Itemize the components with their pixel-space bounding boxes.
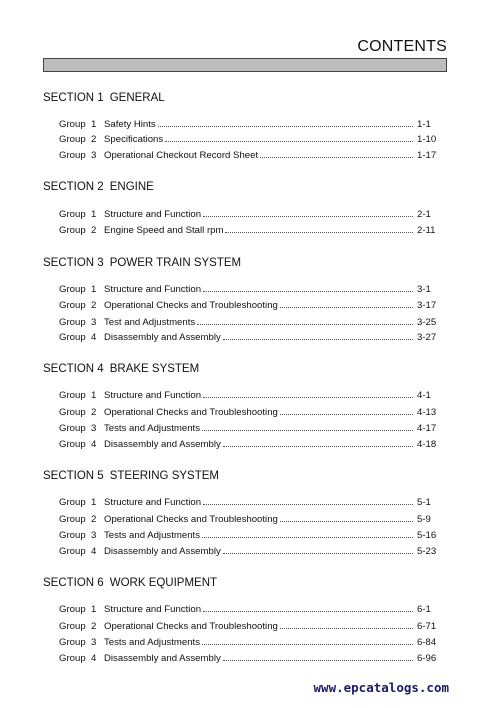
toc-entry[interactable]: Group 2 Operational Checks and Troubleshooting 3-17	[59, 300, 437, 311]
dot-leader	[260, 157, 413, 158]
toc-entry[interactable]: Group 3 Operational Checkout Record Sheet 1-17	[59, 150, 437, 161]
toc-entry[interactable]: Group 1 Safety Hints 1-1	[59, 119, 431, 130]
watermark-text: www.epcatalogs.com	[313, 680, 449, 695]
section-heading: SECTION 3 POWER TRAIN SYSTEM	[43, 257, 242, 269]
dot-leader	[197, 324, 413, 325]
page-title: CONTENTS	[357, 38, 447, 55]
toc-entry[interactable]: Group 1 Structure and Function 6-1	[59, 604, 431, 615]
title-bar	[43, 58, 447, 72]
dot-leader	[202, 430, 413, 431]
dot-leader	[165, 141, 413, 142]
toc-entry[interactable]: Group 3 Tests and Adjustments 6-84	[59, 637, 437, 648]
toc-entry[interactable]: Group 2 Specifications 1-10	[59, 134, 437, 145]
dot-leader	[203, 291, 413, 292]
dot-leader	[203, 504, 413, 505]
dot-leader	[280, 307, 413, 308]
dot-leader	[158, 126, 413, 127]
section-heading: SECTION 2 ENGINE	[43, 181, 154, 193]
dot-leader	[280, 628, 413, 629]
dot-leader	[202, 537, 413, 538]
dot-leader	[223, 446, 413, 447]
dot-leader	[202, 644, 413, 645]
dot-leader	[280, 414, 413, 415]
toc-entry[interactable]: Group 3 Test and Adjustments 3-25	[59, 317, 437, 328]
dot-leader	[280, 521, 413, 522]
toc-entry[interactable]: Group 2 Engine Speed and Stall rpm 2-11	[59, 225, 436, 236]
toc-entry[interactable]: Group 3 Tests and Adjustments 5-16	[59, 530, 437, 541]
toc-entry[interactable]: Group 3 Tests and Adjustments 4-17	[59, 423, 437, 434]
dot-leader	[225, 232, 413, 233]
toc-entry[interactable]: Group 4 Disassembly and Assembly 5-23	[59, 546, 437, 557]
dot-leader	[203, 611, 413, 612]
toc-entry[interactable]: Group 4 Disassembly and Assembly 6-96	[59, 653, 437, 664]
toc-entry[interactable]: Group 1 Structure and Function 3-1	[59, 284, 431, 295]
section-heading: SECTION 5 STEERING SYSTEM	[43, 470, 219, 482]
toc-entry[interactable]: Group 1 Structure and Function 4-1	[59, 390, 431, 401]
section-heading: SECTION 6 WORK EQUIPMENT	[43, 577, 218, 589]
toc-entry[interactable]: Group 4 Disassembly and Assembly 3-27	[59, 332, 437, 343]
toc-entry[interactable]: Group 4 Disassembly and Assembly 4-18	[59, 439, 437, 450]
dot-leader	[223, 660, 413, 661]
dot-leader	[223, 339, 413, 340]
toc-entry[interactable]: Group 2 Operational Checks and Troubleshooting 4-13	[59, 407, 437, 418]
toc-entry[interactable]: Group 1 Structure and Function 2-1	[59, 209, 431, 220]
toc-entry[interactable]: Group 1 Structure and Function 5-1	[59, 497, 431, 508]
toc-entry[interactable]: Group 2 Operational Checks and Troubleshooting 5-9	[59, 514, 431, 525]
dot-leader	[203, 397, 413, 398]
section-heading: SECTION 1 GENERAL	[43, 92, 165, 104]
section-heading: SECTION 4 BRAKE SYSTEM	[43, 363, 200, 375]
dot-leader	[223, 553, 413, 554]
toc-entry[interactable]: Group 2 Operational Checks and Troubleshooting 6-71	[59, 621, 437, 632]
dot-leader	[203, 216, 413, 217]
